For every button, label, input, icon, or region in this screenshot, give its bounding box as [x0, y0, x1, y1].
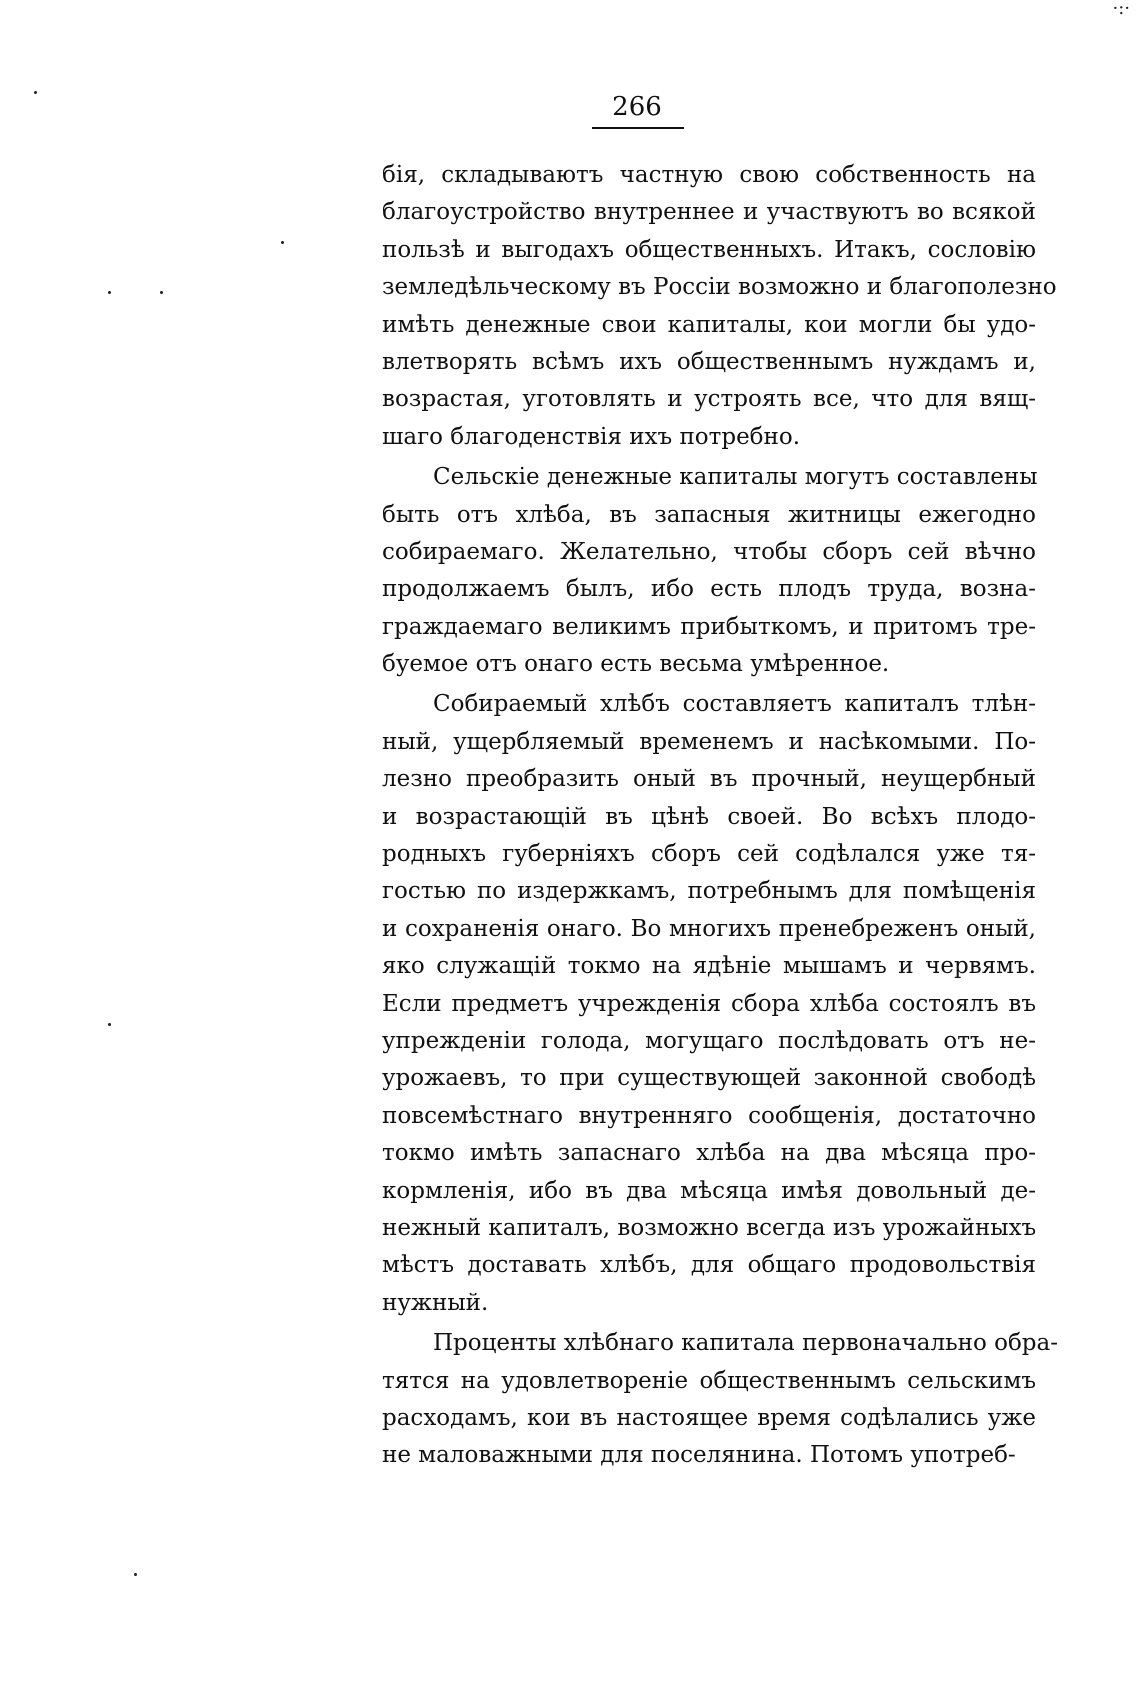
text-line: яко служащій токмо на ядѣніе мышамъ и червямъ. [382, 953, 1036, 980]
text-line: продолжаемъ былъ, ибо есть плодъ труда, возна- [382, 576, 1036, 603]
scan-speck [160, 291, 163, 294]
text-line: мѣстъ доставать хлѣбъ, для общаго продовольствія [382, 1252, 1036, 1279]
scan-speck [108, 291, 111, 294]
text-line: буемое отъ онаго есть весьма умѣренное. [382, 651, 890, 678]
scan-speck [108, 1023, 111, 1026]
text-line: не маловажными для поселянина. Потомъ употреб- [382, 1442, 1016, 1469]
text-line: кормленія, ибо въ два мѣсяца имѣя довольный де- [382, 1177, 1036, 1204]
scan-speck [34, 91, 37, 94]
text-line: гостью по издержкамъ, потребнымъ для помѣщенія [382, 878, 1036, 905]
paragraph [382, 686, 1036, 1322]
text-line: упрежденіи голода, могущаго послѣдовать отъ не- [382, 1027, 1036, 1054]
scan-speck [281, 241, 284, 244]
text-line: земледѣльческому въ Россіи возможно и благополезно [382, 274, 1057, 301]
text-line: расходамъ, кои въ настоящее время содѣлались уже [382, 1404, 1036, 1431]
paragraph [382, 459, 1036, 683]
body-text [382, 157, 1059, 1478]
paragraph [382, 157, 1057, 456]
text-line: урожаевъ, то при существующей законной свободѣ [382, 1065, 1036, 1092]
text-line: граждаемаго великимъ прибыткомъ, и притомъ тре- [382, 613, 1036, 640]
text-line: лезно преобразить оный въ прочный, неущербный [382, 766, 1036, 793]
text-line: Проценты хлѣбнаго капитала первоначально обра- [433, 1330, 1059, 1357]
text-line: Сельскіе денежные капиталы могутъ составлены [433, 464, 1038, 491]
text-line: благоустройство внутреннее и участвуютъ во всякой [382, 199, 1036, 226]
text-line: родныхъ губерніяхъ сборъ сей содѣлался уже тя- [382, 841, 1036, 868]
text-line: ный, ущербляемый временемъ и насѣкомыми. По- [382, 728, 1036, 755]
text-line: бія, складываютъ частную свою собственность на [382, 162, 1036, 188]
text-line: Собираемый хлѣбъ составляетъ капиталъ тлѣн- [433, 691, 1036, 718]
text-line: Если предметъ учрежденія сбора хлѣба состоялъ въ [382, 990, 1036, 1017]
scan-speck [134, 1573, 137, 1576]
text-line: пользѣ и выгодахъ общественныхъ. Итакъ, сословію [382, 236, 1036, 263]
text-line: и возрастающій въ цѣнѣ своей. Во всѣхъ плодо- [382, 803, 1036, 830]
text-line: влетворять всѣмъ ихъ общественнымъ нуждамъ и, [382, 348, 1036, 375]
paragraph [382, 1325, 1059, 1475]
text-line: шаго благоденствія ихъ потребно. [382, 423, 801, 450]
text-line: и сохраненія онаго. Во многихъ пренебреженъ оный, [382, 915, 1036, 942]
text-line: собираемаго. Желательно, чтобы сборъ сей вѣчно [382, 538, 1036, 565]
page-number-rule [592, 127, 684, 129]
text-line: нужный. [382, 1289, 489, 1316]
text-line: нежный капиталъ, возможно всегда изъ урожайныхъ [382, 1214, 1037, 1241]
scan-corner-mark: ·:· [1112, 0, 1130, 19]
page-number: 266 [612, 92, 662, 122]
text-line: имѣть денежные свои капиталы, кои могли бы удо- [382, 311, 1036, 338]
text-line: быть отъ хлѣба, въ запасныя житницы ежегодно [382, 501, 1036, 528]
text-line: повсемѣстнаго внутренняго сообщенія, достаточно [382, 1102, 1036, 1129]
text-line: тятся на удовлетвореніе общественнымъ сельскимъ [382, 1367, 1036, 1394]
text-line: токмо имѣть запаснаго хлѣба на два мѣсяца про- [382, 1140, 1036, 1167]
text-line: возрастая, уготовлять и устроять все, что для вящ- [382, 386, 1036, 413]
